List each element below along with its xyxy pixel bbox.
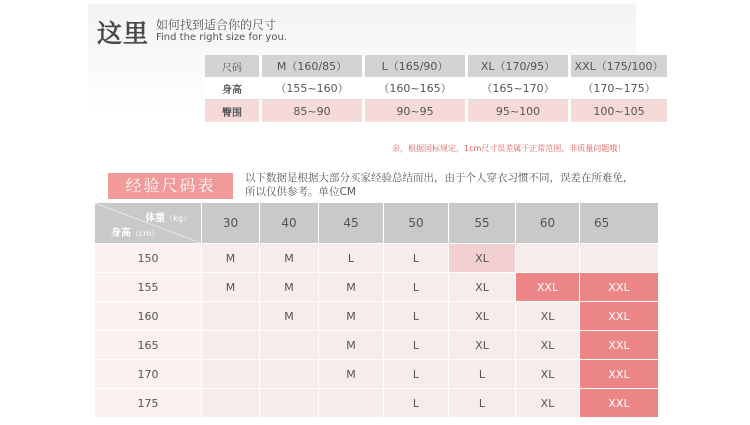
size-cell: L [384, 273, 449, 302]
hip-range-xxl: 100~105 [571, 100, 667, 122]
size-cell: XXL [580, 273, 659, 302]
table-row [95, 302, 659, 331]
size-cell [202, 331, 260, 360]
size-cell: M [319, 302, 384, 331]
height-label: 165 [95, 331, 202, 360]
row-label-hip: 臀围 [205, 100, 262, 122]
corner-height-label: 身高（cm） [111, 228, 160, 239]
size-cell: M [260, 273, 319, 302]
size-cell: XL [516, 331, 580, 360]
size-cell: XL [516, 302, 580, 331]
size-cell: L [384, 389, 449, 418]
size-cell: XL [449, 273, 516, 302]
weight-header: 50 [384, 203, 449, 244]
size-header-label: 尺码 [205, 55, 262, 77]
size-cell [516, 244, 580, 273]
size-cell: L [384, 244, 449, 273]
weight-header: 30 [202, 203, 260, 244]
size-cell: M [319, 331, 384, 360]
height-range-m: （155~160） [262, 77, 365, 100]
page-subtitle-en: Find the right size for you. [156, 32, 287, 43]
corner-weight-label: 体重（kg） [145, 213, 191, 224]
weight-header: 65 [580, 203, 659, 244]
size-cell: M [319, 360, 384, 389]
table-row [95, 331, 659, 360]
size-cell: L [384, 302, 449, 331]
size-cell: XXL [516, 273, 580, 302]
size-cell: XL [516, 360, 580, 389]
description-line-2: 所以仅供参考。单位CM [245, 186, 356, 198]
page-title: 这里 [97, 19, 150, 48]
size-cell: M [202, 244, 260, 273]
height-range-l: （160~165） [365, 77, 468, 100]
size-cell: L [384, 331, 449, 360]
height-range-xl: （165~170） [468, 77, 571, 100]
size-cell: XXL [580, 389, 659, 418]
tolerance-note: 亲，根据国标规定，1cm尺寸误差属于正常范围，非质量问题哦！ [392, 144, 626, 153]
size-cell [202, 302, 260, 331]
description-line-1: 以下数据是根据大部分买家经验总结而出，由于个人穿衣习惯不同，误差在所难免， [245, 172, 634, 184]
size-m: M（160/85） [262, 55, 365, 77]
table-row [95, 244, 659, 273]
corner-cell [95, 203, 202, 244]
size-cell [580, 244, 659, 273]
size-cell: XL [449, 302, 516, 331]
size-cell [260, 331, 319, 360]
row-label-height: 身高 [205, 77, 262, 100]
weight-header-row [95, 203, 659, 244]
size-cell: XL [449, 331, 516, 360]
size-cell: M [202, 273, 260, 302]
height-range-row [205, 77, 667, 100]
weight-header: 55 [449, 203, 516, 244]
size-cell: XXL [580, 302, 659, 331]
height-label: 160 [95, 302, 202, 331]
size-cell: L [319, 244, 384, 273]
size-cell: M [260, 302, 319, 331]
size-cell: XXL [580, 360, 659, 389]
hip-range-l: 90~95 [365, 100, 468, 122]
size-cell: M [319, 273, 384, 302]
size-xl: XL（170/95） [468, 55, 571, 77]
size-cell: L [449, 360, 516, 389]
size-cell [319, 389, 384, 418]
hip-range-row [205, 100, 667, 122]
size-cell [260, 389, 319, 418]
hip-range-xl: 95~100 [468, 100, 571, 122]
size-cell [260, 360, 319, 389]
experience-size-table [95, 203, 659, 418]
height-label: 175 [95, 389, 202, 418]
hip-range-m: 85~90 [262, 100, 365, 122]
weight-header: 45 [319, 203, 384, 244]
weight-header: 60 [516, 203, 580, 244]
size-cell: XXL [580, 331, 659, 360]
size-cell: L [449, 389, 516, 418]
size-cell [202, 389, 260, 418]
experience-badge: 经验尺码表 [108, 173, 233, 199]
size-cell: M [260, 244, 319, 273]
size-header-row [205, 55, 667, 77]
size-xxl: XXL（175/100） [571, 55, 667, 77]
height-label: 170 [95, 360, 202, 389]
experience-table-wrap [95, 203, 659, 418]
size-cell: XL [449, 244, 516, 273]
height-label: 150 [95, 244, 202, 273]
table-row [95, 389, 659, 418]
table-row [95, 360, 659, 389]
size-l: L（165/90） [365, 55, 468, 77]
page-subtitle-cn: 如何找到适合你的尺寸 [156, 18, 277, 32]
size-cell [202, 360, 260, 389]
height-range-xxl: （170~175） [571, 77, 667, 100]
size-standard-table [205, 55, 667, 122]
weight-header: 40 [260, 203, 319, 244]
experience-description [245, 171, 655, 199]
table-row [95, 273, 659, 302]
height-label: 155 [95, 273, 202, 302]
size-cell: XL [516, 389, 580, 418]
size-cell: L [384, 360, 449, 389]
